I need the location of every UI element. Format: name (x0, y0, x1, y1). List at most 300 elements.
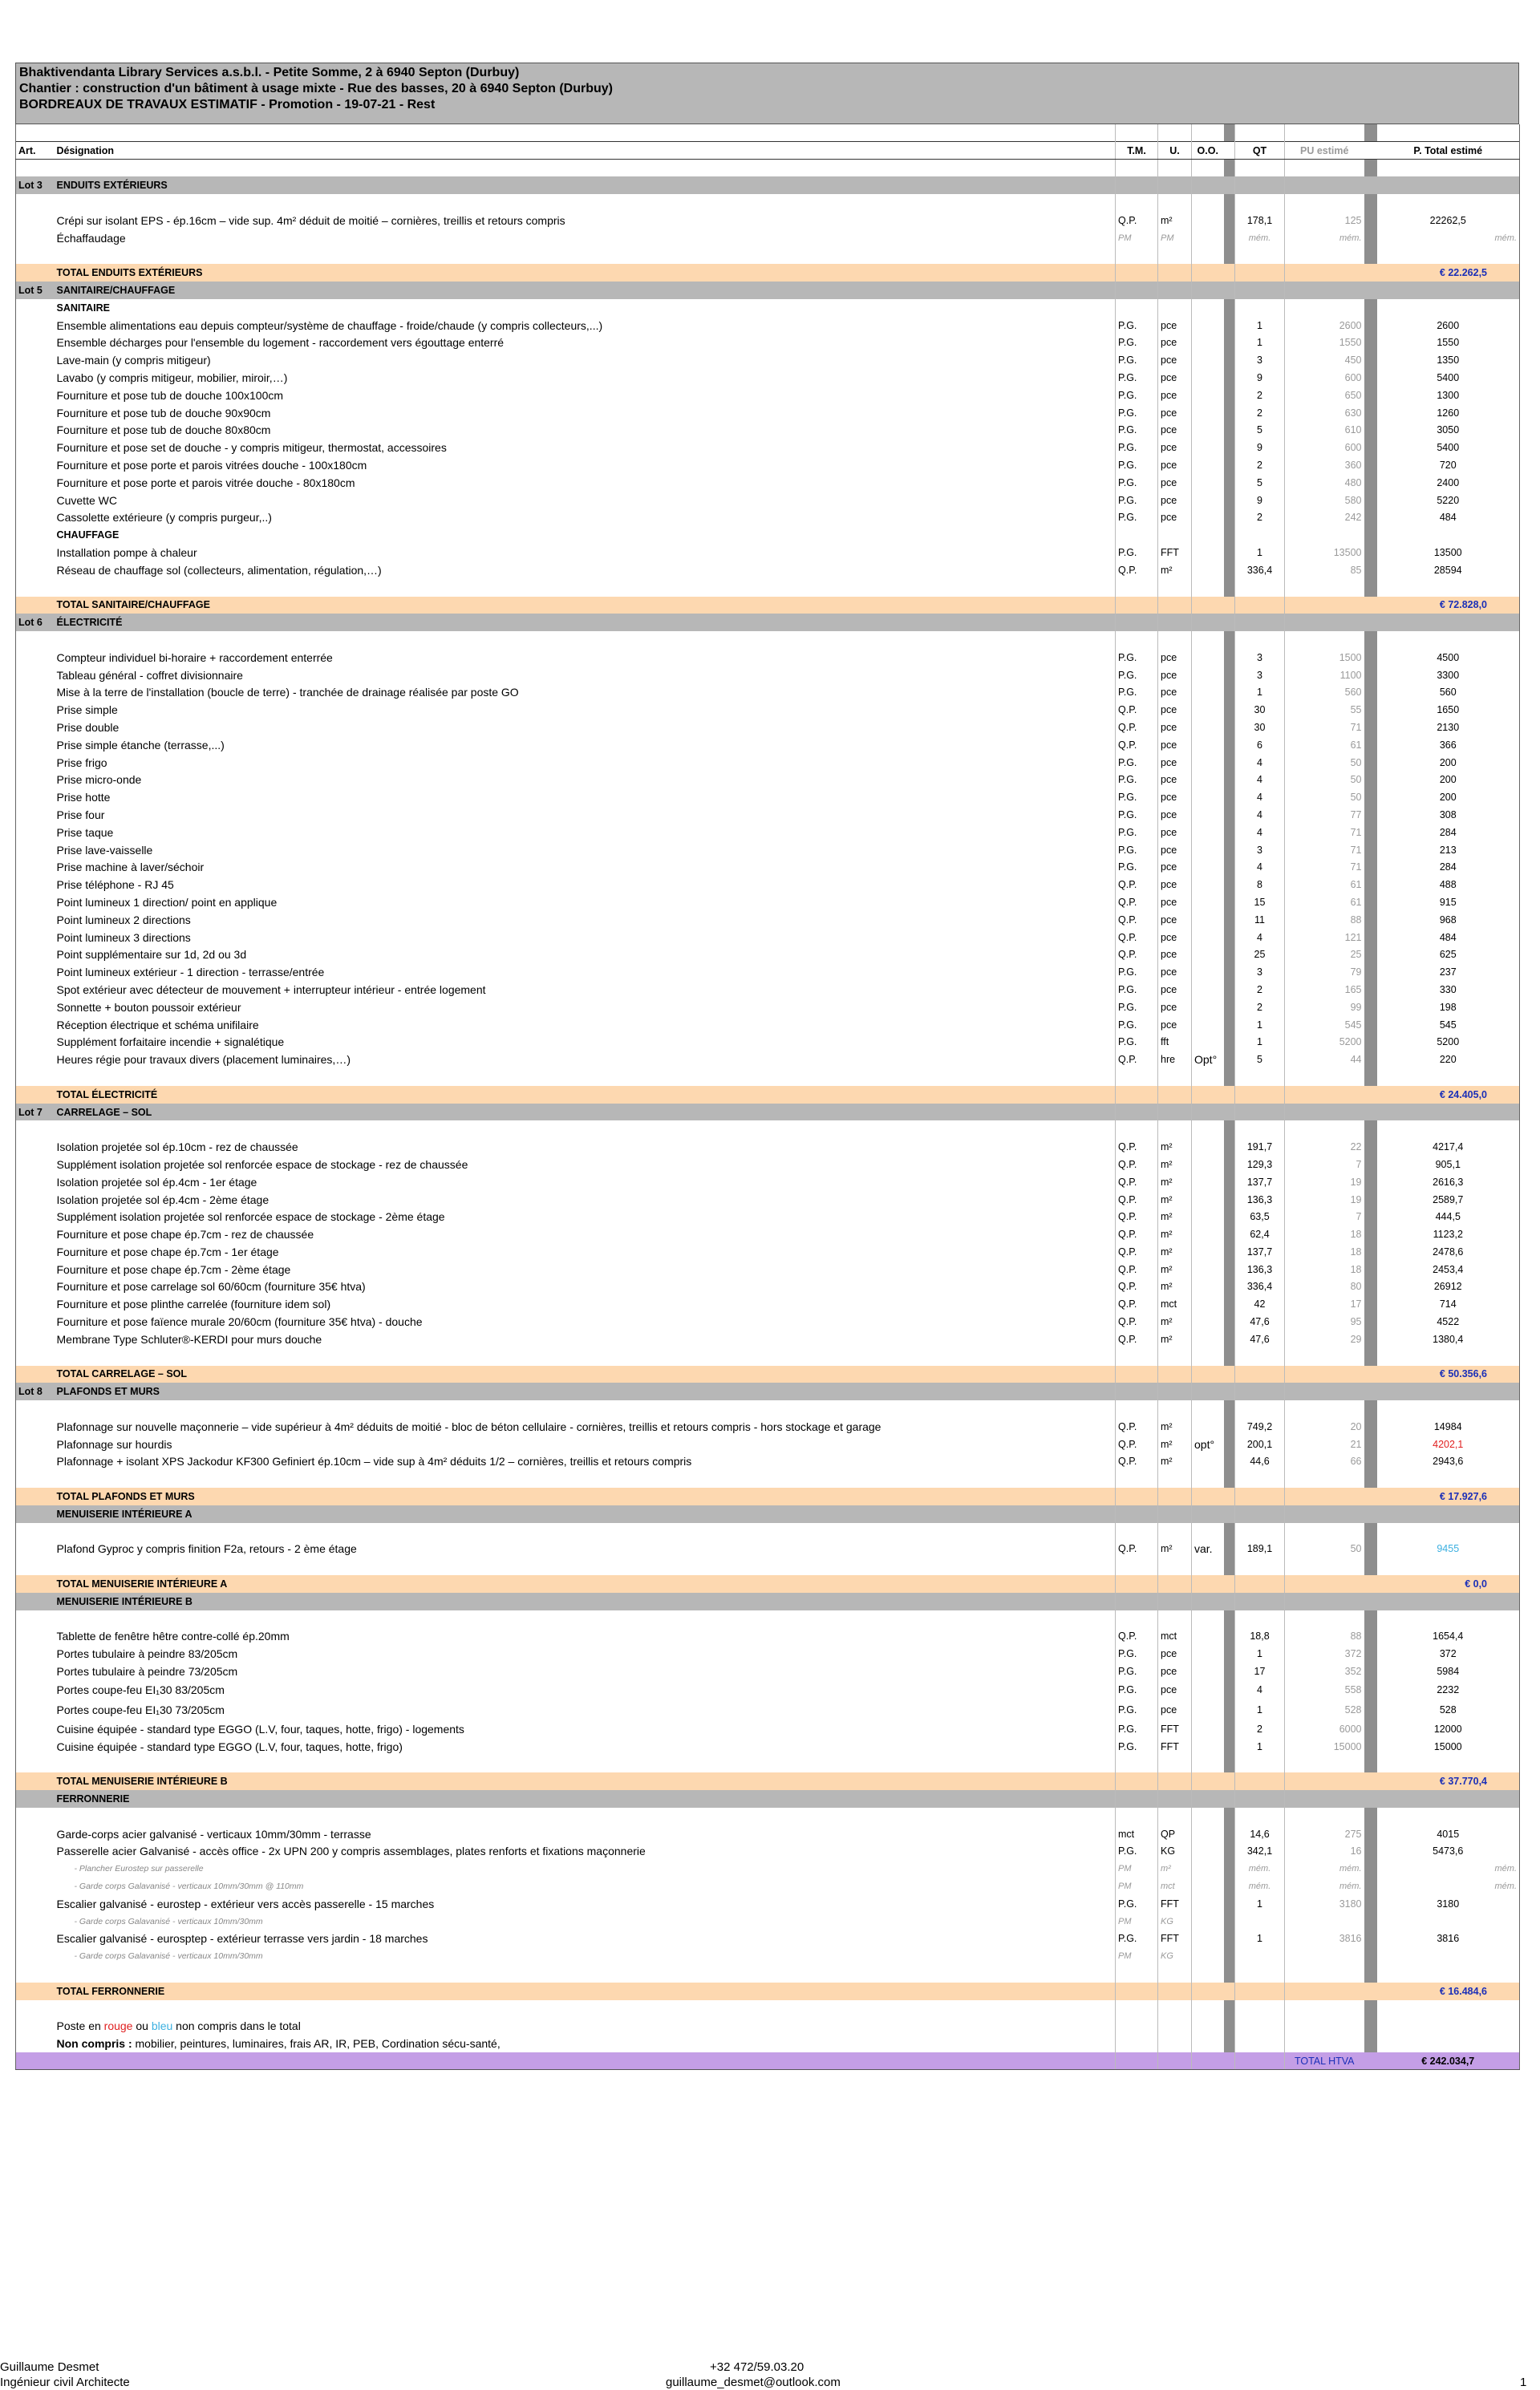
item-tm: P.G. (1116, 1663, 1158, 1680)
item-designation: Prise machine à laver/séchoir (56, 861, 205, 874)
line-item-row (16, 1913, 1520, 1930)
column-gap (1224, 649, 1235, 666)
item-oo (1192, 893, 1224, 911)
item-unit-price: 50 (1285, 754, 1364, 772)
cell-desig (55, 1068, 1116, 1086)
grand-total-row (16, 2052, 1520, 2070)
cell-tm (1116, 597, 1158, 614)
cell-u (1158, 1610, 1192, 1628)
not-included-label: Non compris : (56, 2037, 136, 2051)
cell-oo (1192, 1756, 1224, 1773)
line-item-row (16, 404, 1520, 422)
item-designation: Point lumineux 1 direction/ point en applique (56, 895, 278, 909)
item-unit: m² (1158, 1418, 1192, 1436)
legend-suffix: non compris dans le total (172, 2019, 301, 2033)
item-quantity: 2 (1235, 387, 1285, 404)
cell-oo (1192, 1068, 1224, 1086)
item-tm: P.G. (1116, 474, 1158, 492)
column-gap (1224, 1138, 1235, 1156)
item-designation: - Garde corps Galavanisé - verticaux 10mm/30mm (74, 1916, 263, 1926)
cell-gap1 (1224, 124, 1235, 142)
cell-qt (1235, 2000, 1285, 2018)
cell-art (16, 684, 55, 702)
cell-qt (1235, 1965, 1285, 1983)
legend-prefix: Poste en (56, 2019, 104, 2033)
cell-art (16, 526, 55, 544)
item-oo (1192, 858, 1224, 876)
line-item-row (16, 1878, 1520, 1895)
cell-ptot (1377, 2035, 1520, 2052)
item-total-price: 1300 (1377, 387, 1520, 404)
cell-gap2 (1364, 1488, 1377, 1505)
cell-tm (1116, 247, 1158, 265)
item-unit-price: mém. (1285, 229, 1364, 247)
column-gap (1364, 509, 1377, 527)
cell-art (16, 1295, 55, 1313)
column-gap (1364, 1825, 1377, 1843)
section-lot-label: Lot 3 (16, 176, 55, 194)
item-total-price: 915 (1377, 893, 1520, 911)
column-gap (1224, 771, 1235, 788)
lot-total-row (16, 264, 1520, 282)
cell-gap1 (1224, 1610, 1235, 1628)
lot-total-row (16, 597, 1520, 614)
cell-tm (1116, 1756, 1158, 1773)
item-unit-price: 165 (1285, 981, 1364, 999)
cell-pu (1285, 526, 1364, 544)
item-quantity: 44,6 (1235, 1453, 1285, 1471)
line-item-row (16, 1541, 1520, 1558)
item-designation: Tablette de fenêtre hêtre contre-collé ép.20mm (56, 1630, 290, 1643)
item-unit: FFT (1158, 1720, 1192, 1738)
cell-gap2 (1364, 1790, 1377, 1808)
cell-tm (1116, 1593, 1158, 1610)
item-tm: Q.P. (1116, 1051, 1158, 1068)
item-quantity: 4 (1235, 824, 1285, 841)
line-item-row (16, 1208, 1520, 1225)
cell-oo (1192, 1120, 1224, 1138)
item-tm: P.G. (1116, 1033, 1158, 1051)
item-quantity: 4 (1235, 929, 1285, 946)
lot-total-label: TOTAL CARRELAGE – SOL (55, 1366, 1116, 1383)
cell-art (16, 1348, 55, 1366)
document-header (15, 63, 1519, 124)
line-item-row (16, 824, 1520, 841)
item-designation: Cuvette WC (56, 493, 117, 507)
section-lot-label: Lot 7 (16, 1104, 55, 1121)
item-designation: Prise simple (56, 703, 118, 717)
cell-gap2 (1364, 1120, 1377, 1138)
item-unit: pce (1158, 1680, 1192, 1700)
item-tm: Q.P. (1116, 701, 1158, 719)
item-total-price: 484 (1377, 929, 1520, 946)
cell-art (16, 1016, 55, 1034)
item-quantity: mém. (1235, 1860, 1285, 1878)
item-designation: Fourniture et pose chape ép.7cm - 2ème étage (56, 1262, 291, 1276)
item-unit: m² (1158, 561, 1192, 579)
item-unit-price: 7 (1285, 1208, 1364, 1225)
cell-oo (1192, 299, 1224, 317)
item-designation: Lave-main (y compris mitigeur) (56, 354, 211, 367)
cell-u (1158, 247, 1192, 265)
item-designation: Fourniture et pose tub de douche 100x100cm (56, 388, 284, 402)
cell-gap1 (1224, 1575, 1235, 1593)
item-unit: m² (1158, 1138, 1192, 1156)
cell-u (1158, 1593, 1192, 1610)
item-designation: Supplément forfaitaire incendie + signalétique (56, 1035, 285, 1049)
line-item-row (16, 1418, 1520, 1436)
cell-gap1 (1224, 1523, 1235, 1541)
item-oo (1192, 1628, 1224, 1646)
section-lot-label (16, 1593, 55, 1610)
item-unit: pce (1158, 824, 1192, 841)
cell-tm (1116, 2000, 1158, 2018)
item-oo (1192, 1680, 1224, 1700)
column-gap (1224, 474, 1235, 492)
item-quantity: 1 (1235, 1645, 1285, 1663)
cell-qt (1235, 1488, 1285, 1505)
column-gap (1224, 684, 1235, 702)
cell-qt (1235, 264, 1285, 282)
header-line-client: Bhaktivendanta Library Services a.s.b.l. - Petite Somme, 2 à 6940 Septon (Durbuy) (19, 66, 520, 79)
item-designation: Plafonnage sur hourdis (56, 1437, 172, 1451)
cell-pu (1285, 264, 1364, 282)
item-unit-price: 15000 (1285, 1738, 1364, 1756)
cell-oo (1192, 2017, 1224, 2035)
item-tm: P.G. (1116, 1645, 1158, 1663)
item-designation: Prise lave-vaisselle (56, 843, 153, 857)
item-quantity: 1 (1235, 1033, 1285, 1051)
item-oo (1192, 404, 1224, 422)
item-unit: pce (1158, 981, 1192, 999)
cell-gap1 (1224, 1965, 1235, 1983)
lot-total-label: TOTAL FERRONNERIE (55, 1983, 1116, 2000)
item-total-price: 545 (1377, 1016, 1520, 1034)
cell-art (16, 876, 55, 893)
cell-ptot (1377, 160, 1520, 177)
item-unit: pce (1158, 754, 1192, 772)
item-oo (1192, 229, 1224, 247)
item-tm: P.G. (1116, 788, 1158, 806)
item-designation: Portes coupe-feu EI₁30 83/205cm (56, 1683, 225, 1697)
item-total-price: 968 (1377, 911, 1520, 929)
section-title: MENUISERIE INTÉRIEURE B (55, 1593, 1116, 1610)
item-quantity: 47,6 (1235, 1313, 1285, 1331)
item-total-price: mém. (1377, 229, 1520, 247)
column-gap (1224, 439, 1235, 456)
cell-art (16, 1825, 55, 1843)
item-total-price: 2478,6 (1377, 1243, 1520, 1261)
item-total-price: 1260 (1377, 404, 1520, 422)
lot-total-row (16, 1488, 1520, 1505)
not-included-list: mobilier, peintures, luminaires, frais AR, IR, PEB, Cordination sécu-santé, (135, 2037, 500, 2051)
item-unit: QP (1158, 1825, 1192, 1843)
item-tm: P.G. (1116, 492, 1158, 509)
item-unit: pce (1158, 684, 1192, 702)
cell-gap2 (1364, 176, 1377, 194)
item-tm: Q.P. (1116, 1453, 1158, 1471)
item-designation: Prise taque (56, 825, 114, 839)
item-unit-price: 16 (1285, 1843, 1364, 1861)
cell-art (16, 1138, 55, 1156)
cell-art (16, 1278, 55, 1296)
cell-art (16, 806, 55, 824)
cell-art (16, 1558, 55, 1575)
cell-art (16, 1120, 55, 1138)
cell-pu (1285, 614, 1364, 631)
item-oo (1192, 1138, 1224, 1156)
grand-total-label: TOTAL HTVA (1285, 2052, 1364, 2070)
column-gap (1364, 876, 1377, 893)
cell-art (16, 544, 55, 561)
cell-art (16, 1243, 55, 1261)
column-header-pu: PU estimé (1285, 142, 1364, 160)
cell-art (16, 1400, 55, 1418)
item-designation: Portes tubulaire à peindre 73/205cm (56, 1665, 238, 1679)
item-oo (1192, 1278, 1224, 1296)
item-unit: m² (1158, 1191, 1192, 1209)
item-tm: Q.P. (1116, 1331, 1158, 1348)
cell-gap2 (1364, 1348, 1377, 1366)
item-oo (1192, 1843, 1224, 1861)
column-gap (1364, 456, 1377, 474)
cell-u (1158, 1104, 1192, 1121)
cell-art (16, 1628, 55, 1646)
cell-gap2 (1364, 579, 1377, 597)
column-gap (1364, 1720, 1377, 1738)
cell-u (1158, 1086, 1192, 1104)
lot-total-value: € 0,0 (1377, 1575, 1520, 1593)
column-gap (1364, 1913, 1377, 1930)
cell-pu (1285, 247, 1364, 265)
cell-oo (1192, 1575, 1224, 1593)
item-total-price: 1650 (1377, 701, 1520, 719)
column-gap (1224, 754, 1235, 772)
item-unit-price: 22 (1285, 1138, 1364, 1156)
line-item-row (16, 509, 1520, 527)
column-gap (1224, 963, 1235, 981)
item-unit: FFT (1158, 1930, 1192, 1947)
item-tm: P.G. (1116, 369, 1158, 387)
cell-art (16, 387, 55, 404)
column-gap (1224, 1173, 1235, 1191)
item-unit: pce (1158, 929, 1192, 946)
item-total-price: 3050 (1377, 422, 1520, 440)
item-unit-price: 2600 (1285, 317, 1364, 334)
column-gap (1224, 1278, 1235, 1296)
cell-pu (1285, 631, 1364, 649)
cell-gap2 (1364, 1808, 1377, 1825)
item-tm: Q.P. (1116, 911, 1158, 929)
cell-qt (1235, 526, 1285, 544)
cell-gap2 (1364, 2035, 1377, 2052)
cell-oo (1192, 124, 1224, 142)
item-unit: pce (1158, 788, 1192, 806)
column-gap (1224, 1700, 1235, 1720)
cell-gap2 (1364, 1068, 1377, 1086)
item-unit: pce (1158, 736, 1192, 754)
item-oo (1192, 439, 1224, 456)
item-total-price: 1350 (1377, 351, 1520, 369)
cell-gap1 (1224, 597, 1235, 614)
item-quantity: 749,2 (1235, 1418, 1285, 1436)
item-oo (1192, 1295, 1224, 1313)
item-oo (1192, 841, 1224, 859)
item-total-price: 22262,5 (1377, 212, 1520, 229)
item-designation: Supplément isolation projetée sol renforcée espace de stockage - rez de chaussée (56, 1157, 468, 1171)
cell-ptot (1377, 1470, 1520, 1488)
cell-gap1 (1224, 160, 1235, 177)
column-gap (1364, 404, 1377, 422)
header-line-title: BORDREAUX DE TRAVAUX ESTIMATIF - Promotion - 19-07-21 - Rest (19, 98, 436, 111)
item-total-price: 213 (1377, 841, 1520, 859)
column-header-designation: Désignation (55, 142, 1116, 160)
item-unit-price: 66 (1285, 1453, 1364, 1471)
column-header-art: Art. (16, 142, 55, 160)
cell-desig (55, 160, 1116, 177)
item-tm: P.G. (1116, 841, 1158, 859)
cell-tm (1116, 1772, 1158, 1790)
column-gap (1364, 1225, 1377, 1243)
cell-u (1158, 1965, 1192, 1983)
item-oo (1192, 492, 1224, 509)
line-item-row (16, 1720, 1520, 1738)
cell-gap1 (1224, 1068, 1235, 1086)
cell-u (1158, 1488, 1192, 1505)
spacer-row (16, 579, 1520, 597)
item-designation: Point lumineux extérieur - 1 direction - terrasse/entrée (56, 966, 325, 979)
item-designation: - Garde corps Galavanisé - verticaux 10mm/30mm @ 110mm (74, 1881, 304, 1891)
cell-art (16, 649, 55, 666)
line-item-row (16, 981, 1520, 999)
item-quantity: 342,1 (1235, 1843, 1285, 1861)
cell-u (1158, 1983, 1192, 2000)
cell-art (16, 788, 55, 806)
item-tm: P.G. (1116, 649, 1158, 666)
cell-pu (1285, 282, 1364, 299)
section-lot-label (16, 1505, 55, 1523)
item-tm: P.G. (1116, 824, 1158, 841)
estimate-sheet (15, 63, 1519, 2070)
column-gap (1224, 1051, 1235, 1068)
item-total-price: 330 (1377, 981, 1520, 999)
line-item-row (16, 999, 1520, 1016)
item-designation: Ensemble décharges pour l'ensemble du logement - raccordement vers égouttage enterré (56, 336, 505, 350)
item-unit: pce (1158, 422, 1192, 440)
cell-oo (1192, 579, 1224, 597)
cell-tm (1116, 1558, 1158, 1575)
item-designation: Portes coupe-feu EI₁30 73/205cm (56, 1703, 225, 1717)
column-gap (1364, 1016, 1377, 1034)
item-quantity: 15 (1235, 893, 1285, 911)
cell-u (1158, 1575, 1192, 1593)
cell-u (1158, 1348, 1192, 1366)
item-unit-price: 528 (1285, 1700, 1364, 1720)
item-unit: m² (1158, 1156, 1192, 1173)
item-total-price: 14984 (1377, 1418, 1520, 1436)
cell-art (16, 631, 55, 649)
column-gap (1364, 1436, 1377, 1453)
cell-art (16, 194, 55, 212)
cell-oo (1192, 176, 1224, 194)
cell-oo (1192, 614, 1224, 631)
item-quantity: 2 (1235, 999, 1285, 1016)
item-total-price: 560 (1377, 684, 1520, 702)
cell-u (1158, 1790, 1192, 1808)
item-oo (1192, 1261, 1224, 1278)
cell-qt (1235, 1756, 1285, 1773)
cell-pu (1285, 2000, 1364, 2018)
item-quantity: 2 (1235, 1720, 1285, 1738)
item-total-price: 4015 (1377, 1825, 1520, 1843)
item-tm: P.G. (1116, 1700, 1158, 1720)
cell-u (1158, 2035, 1192, 2052)
column-gap (1224, 387, 1235, 404)
item-designation: Crépi sur isolant EPS - ép.16cm – vide sup. 4m² déduit de moitié – cornières, treillis et retours compris (56, 213, 565, 227)
spacer-row (16, 1400, 1520, 1418)
item-quantity: 178,1 (1235, 212, 1285, 229)
item-oo (1192, 1878, 1224, 1895)
line-item-row (16, 561, 1520, 579)
footer-page-number: 1 (1520, 2376, 1527, 2389)
cell-qt (1235, 1575, 1285, 1593)
item-designation: Portes tubulaire à peindre 83/205cm (56, 1647, 238, 1661)
item-tm: PM (1116, 1878, 1158, 1895)
column-gap (1224, 561, 1235, 579)
column-gap (1364, 736, 1377, 754)
column-gap (1224, 1663, 1235, 1680)
spacer-row (16, 1558, 1520, 1575)
column-gap (1224, 1418, 1235, 1436)
cell-ptot (1377, 1965, 1520, 1983)
item-unit-price: 242 (1285, 509, 1364, 527)
item-total-price: 200 (1377, 754, 1520, 772)
item-unit: pce (1158, 439, 1192, 456)
item-unit-price: 7 (1285, 1156, 1364, 1173)
item-total-price: 4217,4 (1377, 1138, 1520, 1156)
item-tm: PM (1116, 229, 1158, 247)
item-designation: Heures régie pour travaux divers (placement luminaires,…) (56, 1053, 351, 1067)
column-gap (1364, 788, 1377, 806)
item-total-price: 4202,1 (1377, 1436, 1520, 1453)
column-gap (1364, 1947, 1377, 1965)
item-unit: pce (1158, 806, 1192, 824)
cell-gap2 (1364, 1575, 1377, 1593)
line-item-row (16, 1680, 1520, 1700)
cell-pu (1285, 160, 1364, 177)
column-gap (1224, 1720, 1235, 1738)
line-item-row (16, 1225, 1520, 1243)
item-designation: Fourniture et pose tub de douche 80x80cm (56, 423, 271, 437)
cell-art (16, 2017, 55, 2035)
item-oo (1192, 1418, 1224, 1436)
cell-art (16, 439, 55, 456)
cell-art (16, 492, 55, 509)
item-tm: P.G. (1116, 999, 1158, 1016)
cell-tm (1116, 264, 1158, 282)
cell-pu (1285, 597, 1364, 614)
cell-oo (1192, 1610, 1224, 1628)
cell-art (16, 1930, 55, 1947)
item-designation: Prise hotte (56, 791, 111, 804)
cell-oo (1192, 1772, 1224, 1790)
item-oo (1192, 1313, 1224, 1331)
item-quantity: 4 (1235, 1680, 1285, 1700)
cell-pu (1285, 1610, 1364, 1628)
item-oo (1192, 369, 1224, 387)
cell-qt (1235, 1593, 1285, 1610)
column-gap (1364, 1331, 1377, 1348)
